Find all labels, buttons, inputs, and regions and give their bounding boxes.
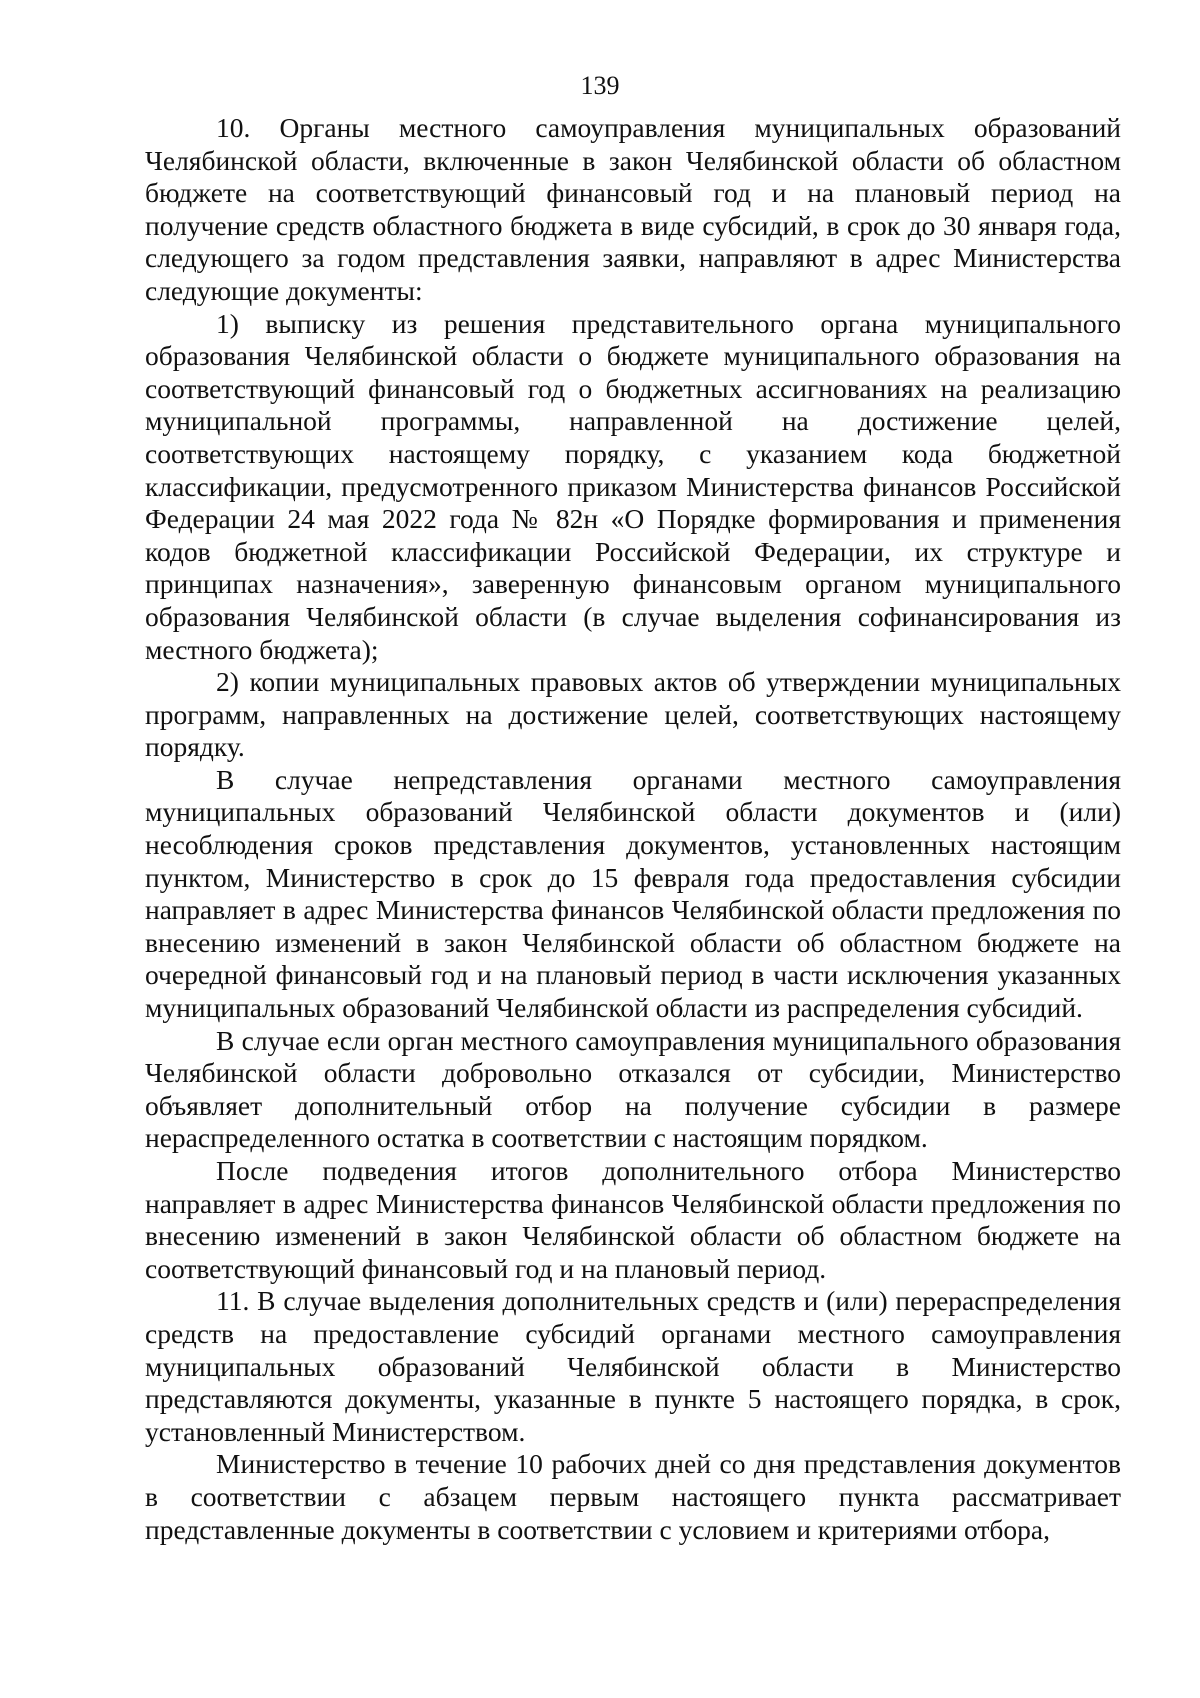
paragraph-refusal: В случае если орган местного самоуправления муниципального образования Челябинской области добровольно отказался от субсидии, Министерство объявляет дополнительный отбор на получение субсидии в размере нераспределенного остатка в соответствии с настоящим порядком.: [145, 1024, 1121, 1154]
paragraph-item-10: 10. Органы местного самоуправления муниципальных образований Челябинской области, включенные в закон Челябинской области об областном бюджете на соответствующий финансовый год и на плановый период на получение средств областного бюджета в виде субсидий, в срок до 30 января года, следующего за годом представления заявки, направляют в адрес Министерства следующие документы:: [145, 112, 1121, 306]
paragraph-additional-selection: После подведения итогов дополнительного отбора Министерство направляет в адрес Министерства финансов Челябинской области предложения по внесению изменений в закон Челябинской области об областном бюджете на соответствующий финансовый год и на плановый период.: [145, 1155, 1121, 1284]
document-body: [145, 112, 1121, 1546]
paragraph-item-11: 11. В случае выделения дополнительных средств и (или) перераспределения средств на предоставление субсидий органами местного самоуправления муниципальных образований Челябинской области в Министерство представляются документы, указанные в пункте 5 настоящего порядка, в срок, установленный Министерством.: [145, 1285, 1121, 1447]
paragraph-subitem-2: 2) копии муниципальных правовых актов об утверждении муниципальных программ, направленных на достижение целей, соответствующих настоящему порядку.: [145, 666, 1121, 763]
paragraph-review: Министерство в течение 10 рабочих дней со дня представления документов в соответствии с абзацем первым настоящего пункта рассматривает представленные документы в соответствии с условием и критериями отбора,: [145, 1448, 1121, 1545]
paragraph-non-submission: В случае непредставления органами местного самоуправления муниципальных образований Челябинской области документов и (или) несоблюдения сроков представления документов, установленных настоящим пунктом, Министерство в срок до 15 февраля года предоставления субсидии направляет в адрес Министерства финансов Челябинской области предложения по внесению изменений в закон Челябинской области об областном бюджете на очередной финансовый год и на плановый период в части исключения указанных муниципальных образований Челябинской области из распределения субсидий.: [145, 763, 1121, 1024]
paragraph-subitem-1: 1) выписку из решения представительного органа муниципального образования Челябинской области о бюджете муниципального образования на соответствующий финансовый год о бюджетных ассигнованиях на реализацию муниципальной программы, направленной на достижение целей, соответствующих настоящему порядку, с указанием кода бюджетной классификации, предусмотренного приказом Министерства финансов Российской Федерации 24 мая 2022 года № 82н «О Порядке формирования и применения кодов бюджетной классификации Российской Федерации, их структуре и принципах назначения», заверенную финансовым органом муниципального образования Челябинской области (в случае выделения софинансирования из местного бюджета);: [145, 307, 1121, 665]
page-number: 139: [580, 71, 620, 100]
